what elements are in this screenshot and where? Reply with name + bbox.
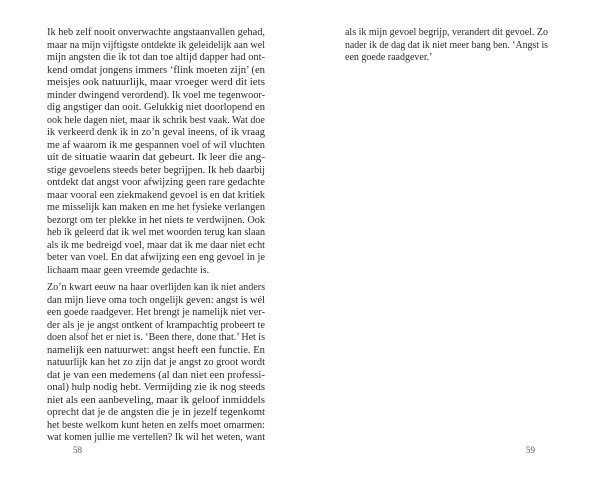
text-line: me misselijk kan maken en me het fysieke verlangen	[47, 202, 265, 213]
page-number-right: 59	[526, 445, 535, 455]
text-line: ook hele dagen niet, maar ik schrik best vaak. Wat doe	[47, 114, 265, 126]
text-line: beter van voel. En dat afwijzing een eng gevoel in je	[47, 252, 265, 263]
text-line: onal) hulp nodig hebt. Vermijding zie ik nog steeds	[47, 382, 265, 393]
text-line: oprecht dat je de angsten die je in jezelf tegenkomt	[47, 407, 265, 418]
text-line: maar na mijn vijftigste ontdekte ik geleidelijk aan wel	[47, 39, 265, 51]
text-line: bezorgt om ter plekke in het niets te verdwijnen. Ook	[47, 214, 265, 226]
text-line: dan mijn lieve oma toch ongelijk geven: angst is wél	[47, 294, 265, 306]
left-paragraph-2	[47, 282, 265, 445]
left-page-text-block	[47, 27, 265, 445]
text-line: natuurlijk kan het zo zijn dat je angst zo groot wordt	[47, 357, 265, 368]
text-line: doen alsof het er niet is. ‘Been there, done that.’ Het is	[47, 332, 265, 343]
left-paragraph-1	[47, 27, 265, 277]
text-line: een goede raadgever.’	[345, 52, 433, 63]
text-line: nader ik de dag dat ik niet meer bang ben. ‘Angst is	[345, 39, 548, 51]
text-line: namelijk een natuurwet: angst heeft een functie. En	[47, 344, 265, 356]
right-paragraph-1	[345, 27, 548, 65]
text-line: maar vooral een ziekmakend gevoel is en dat kritiek	[47, 189, 265, 201]
text-line: als ik mijn gevoel begrijp, verandert dit gevoel. Zo	[345, 27, 548, 38]
text-line: als ik me bedreigd voel, maar dat ik me daar niet echt	[47, 239, 265, 251]
right-page-text-block	[345, 27, 548, 65]
text-line: stige gevoelens steeds beter begrijpen. Ik heb daarbij	[47, 164, 265, 176]
right-page	[300, 0, 600, 480]
text-line: mijn angsten die ik tot dan toe altijd dapper had ont-	[47, 52, 265, 63]
page-number-left: 58	[73, 445, 82, 455]
text-line: een goede raadgever. Het brengt je namelijk niet ver-	[47, 307, 265, 318]
text-line: het beste welkom kunt heten en zelfs moet omarmen:	[47, 419, 265, 431]
text-line: minder dwingend verordend). Ik voel me tegenwoor-	[47, 89, 265, 101]
text-line: ontdekt dat angst voor afwijzing geen rare gedachte	[47, 177, 265, 188]
text-line: niet als een aanbeveling, maar ik geloof inmiddels	[47, 394, 265, 406]
text-line: heb ik geleerd dat ik wel met woorden terug kan slaan	[47, 227, 265, 238]
text-line: Zo’n kwart eeuw na haar overlijden kan ik niet anders	[47, 282, 265, 293]
text-line: uit de situatie waarin dat gebeurt. Ik leer die ang-	[47, 152, 265, 163]
text-line: lichaam maar geen vreemde gedachte is.	[47, 264, 210, 276]
text-line: wat komen jullie me vertellen? Ik wil het weten, want	[47, 432, 265, 443]
text-line: dig angstiger dan ooit. Gelukkig niet doorlopend en	[47, 102, 265, 113]
text-line: kend omdat jongens immers ‘flink moeten zijn’ (en	[47, 64, 265, 76]
text-line: me af waarom ik me gespannen voel of wil vluchten	[47, 139, 265, 151]
text-line: der als je je angst ontkent of krampachtig probeert te	[47, 319, 265, 331]
text-line: dat je van een medemens (al dan niet een professi-	[47, 369, 265, 381]
text-line: Ik heb zelf nooit onverwachte angstaanvallen gehad,	[47, 27, 265, 38]
text-line: ik verkeerd denk ik in zo’n geval ineens, of ik vraag	[47, 127, 265, 138]
text-line: meisjes ook natuurlijk, maar vroeger werd dit iets	[47, 77, 265, 88]
